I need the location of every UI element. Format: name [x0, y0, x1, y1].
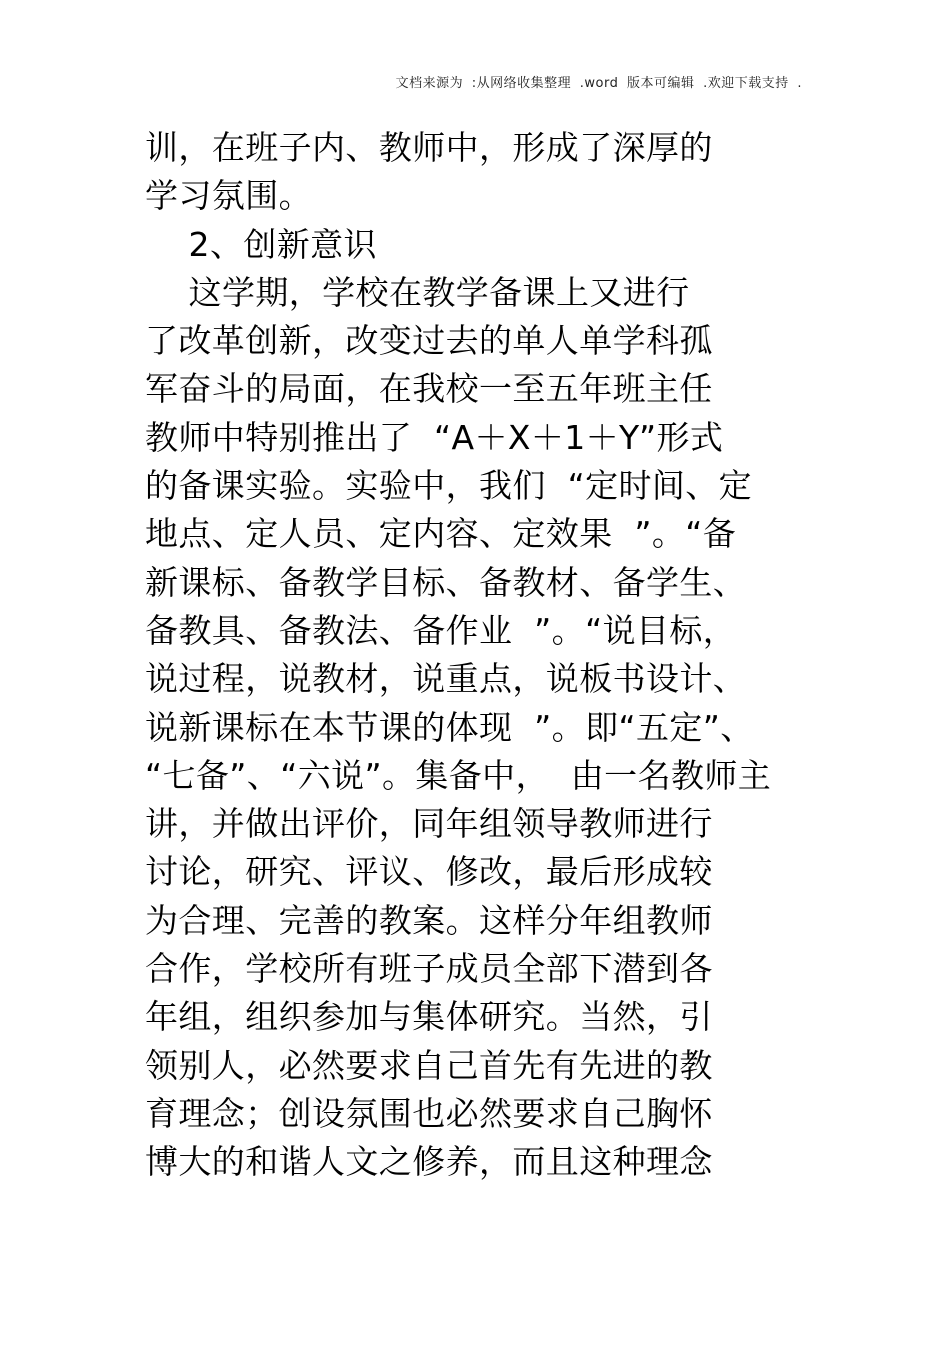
page-header: 文档来源为 :从网络收集整理 .word 版本可编辑 .欢迎下载支持 . — [395, 76, 802, 91]
text-line: 育理念；创设氛围也必然要求自己胸怀 — [145, 1093, 713, 1133]
text-line: 这学期，学校在教学备课上又进行 — [145, 272, 690, 312]
text-line: 博大的和谐人文之修养，而且这种理念 — [145, 1142, 713, 1182]
text-line: 训，在班子内、教师中，形成了深厚的 — [145, 128, 713, 167]
text-line: 备教具、备教法、备作业 ”。“说目标， — [145, 610, 737, 650]
text-line: 讨论，研究、评议、修改，最后形成较 — [145, 852, 713, 892]
text-line: 学习氛围。 — [145, 176, 312, 216]
text-line: 军奋斗的局面，在我校一至五年班主任 — [145, 369, 713, 409]
text-line: 讲，并做出评价，同年组领导教师进行 — [145, 804, 713, 844]
text-line: 说过程，说教材，说重点，说板书设计、 — [145, 659, 747, 699]
text-line: 新课标、备教学目标、备教材、备学生、 — [145, 562, 747, 602]
text-line: 的备课实验。实验中，我们 “定时间、定 — [145, 466, 753, 506]
text-line: 教师中特别推出了 “A＋X＋1＋Y”形式 — [145, 417, 724, 457]
body-text — [145, 124, 825, 1187]
text-line: 说新课标在本节课的体现 ”。即“五定”、 — [145, 707, 754, 747]
section-heading: 2、创新意识 — [145, 224, 377, 264]
text-line: “七备”、“六说”。集备中， 由一名教师主 — [145, 755, 772, 795]
text-line: 了改革创新，改变过去的单人单学科孤 — [145, 321, 713, 361]
text-line: 合作，学校所有班子成员全部下潜到各 — [145, 949, 713, 989]
text-line: 领别人，必然要求自己首先有先进的教 — [145, 1045, 713, 1085]
text-line: 地点、定人员、定内容、定效果 ”。“备 — [145, 514, 737, 554]
text-line: 年组，组织参加与集体研究。当然，引 — [145, 997, 713, 1037]
text-line: 为合理、完善的教案。这样分年组教师 — [145, 900, 713, 940]
